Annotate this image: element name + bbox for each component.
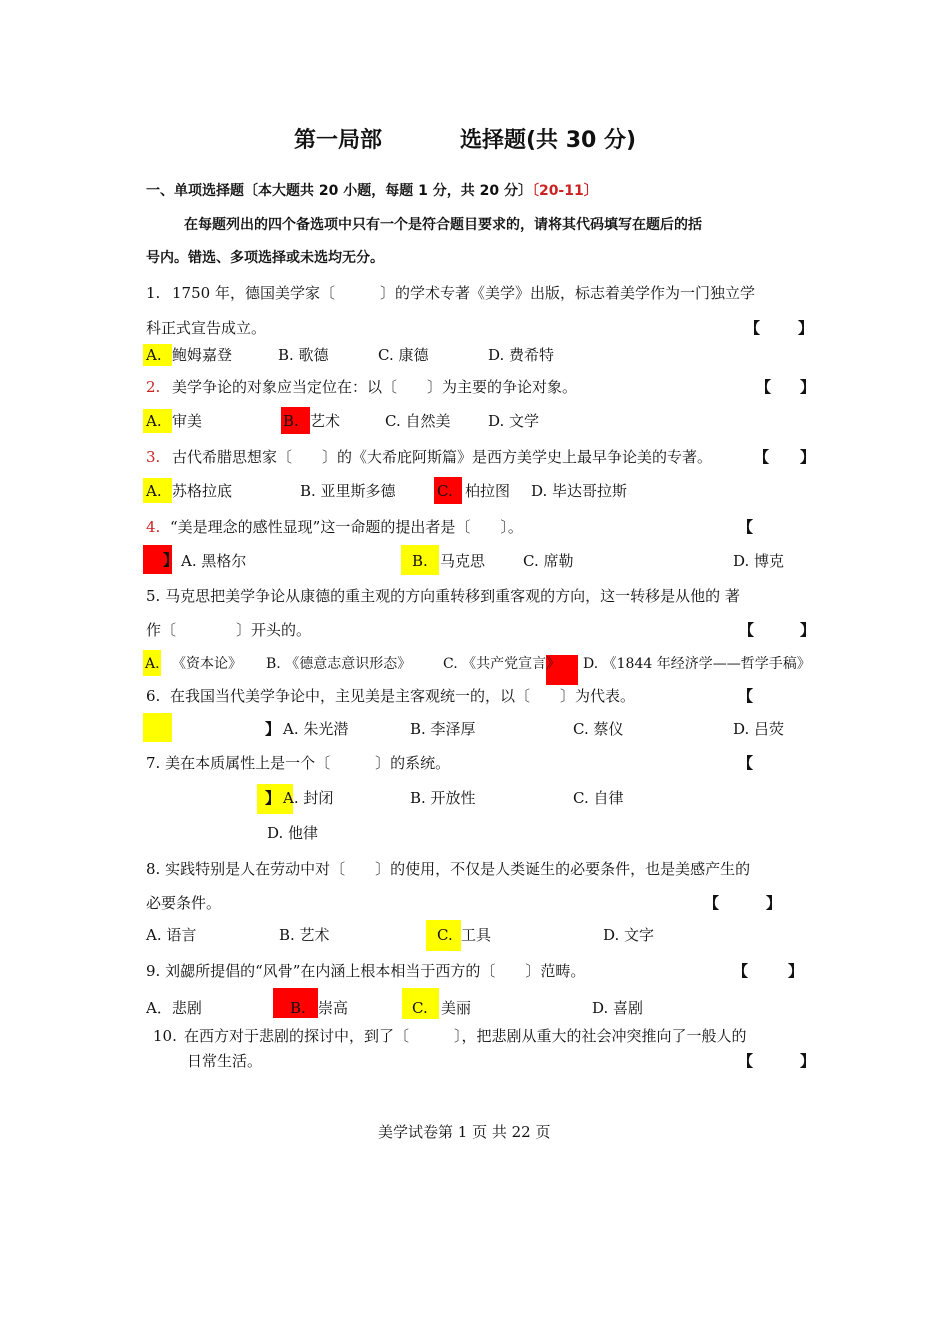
q6-bracket-close: 】 — [265, 720, 281, 738]
q5-option-c: C. 《共产党宣言》 — [443, 656, 561, 672]
q6-number: 6. — [146, 687, 161, 705]
q3-option-c: C. — [437, 482, 453, 500]
q3-option-b: B. 亚里斯多德 — [300, 482, 396, 500]
q5-option-a-text: 《资本论》 — [172, 656, 242, 672]
q6-option-b: B. 李泽厚 — [410, 720, 476, 738]
q4-option-d: D. 博克 — [733, 552, 785, 570]
q1-option-d: D. 费希特 — [488, 346, 555, 364]
q4-option-a: A. 黑格尔 — [181, 552, 247, 570]
q9-bracket-close: 】 — [788, 962, 804, 980]
q1-option-b: B. 歌德 — [278, 346, 329, 364]
q8-stem-line2: 必要条件。 — [146, 894, 222, 912]
q8-option-c: C. — [437, 926, 453, 944]
q2-option-b: B. — [283, 412, 299, 430]
q3-option-d: D. 毕达哥拉斯 — [531, 482, 628, 500]
q10-stem-line2: 日常生活。 — [187, 1052, 263, 1070]
q1-bracket-open: 【 — [745, 319, 761, 337]
q6-answer-highlight — [143, 713, 172, 742]
q7-option-c: C. 自律 — [573, 789, 624, 807]
q3-bracket-open: 【 — [754, 448, 770, 466]
q9-option-b: B. — [290, 999, 306, 1017]
q7-bracket-close: 】 — [265, 789, 281, 807]
q5-bracket-open: 【 — [739, 621, 755, 639]
q5-option-b: B. 《德意志意识形态》 — [266, 656, 412, 672]
q1-stem-line1: 1750 年，德国美学家〔 〕的学术专著《美学》出版，标志着美学作为一门独立学 — [172, 284, 755, 302]
q3-stem: 古代希腊思想家〔 〕的《大希庇阿斯篇》是西方美学史上最早争论美的专著。 — [172, 448, 713, 466]
q6-option-c: C. 蔡仪 — [573, 720, 624, 738]
q2-option-c: C. 自然美 — [385, 412, 451, 430]
q2-stem: 美学争论的对象应当定位在：以〔 〕为主要的争论对象。 — [172, 378, 578, 396]
q10-number: 10. — [153, 1027, 177, 1045]
instructions-line1: 在每题列出的四个备选项中只有一个是符合题目要求的，请将其代码填写在题后的括 — [184, 217, 702, 233]
q2-number: 2. — [146, 378, 161, 396]
q8-bracket-open: 【 — [704, 894, 720, 912]
q8-stem-line1: 8. 实践特别是人在劳动中对〔 〕的使用，不仅是人类诞生的必要条件，也是美感产生的 — [146, 860, 751, 878]
q6-option-a: A. 朱光潜 — [283, 720, 349, 738]
q9-option-c-text: 美丽 — [441, 999, 472, 1017]
q2-bracket-open: 【 — [756, 378, 772, 396]
q1-bracket-close: 】 — [798, 319, 814, 337]
q9-option-b-text: 崇高 — [318, 999, 349, 1017]
q8-option-a: A. 语言 — [146, 926, 197, 944]
q9-option-d: D. 喜剧 — [592, 999, 644, 1017]
q3-option-a: A. — [146, 482, 162, 500]
q4-bracket-close: 】 — [163, 551, 179, 569]
q6-bracket-open: 【 — [738, 687, 754, 705]
q9-option-a: A．悲剧 — [146, 999, 202, 1017]
q8-bracket-close: 】 — [766, 894, 782, 912]
q1-option-a: A. — [146, 346, 162, 364]
q9-stem: 9. 刘勰所提倡的“风骨”在内涵上根本相当于西方的〔 〕范畴。 — [146, 962, 586, 980]
q7-stem: 7. 美在本质属性上是一个〔 〕的系统。 — [146, 754, 451, 772]
q4-option-c: C. 席勒 — [523, 552, 574, 570]
section-heading — [146, 184, 598, 198]
instructions-line2: 号内。错选、多项选择或未选均无分。 — [146, 250, 384, 266]
q1-option-a-text: 鲍姆嘉登 — [172, 346, 233, 364]
page-footer: 美学试卷第 1 页 共 22 页 — [378, 1123, 551, 1141]
q1-number: 1. — [146, 284, 161, 302]
q4-stem: “美是理念的感性显现”这一命题的提出者是〔 〕。 — [170, 518, 523, 536]
q5-option-a: A. — [145, 656, 160, 672]
q8-option-d: D. 文字 — [603, 926, 655, 944]
q3-number: 3. — [146, 448, 161, 466]
q2-bracket-close: 】 — [800, 378, 816, 396]
q7-option-d: D. 他律 — [267, 824, 319, 842]
q2-option-d: D. 文学 — [488, 412, 540, 430]
q7-option-a: A. 封闭 — [283, 789, 334, 807]
q4-option-b: B. — [412, 552, 428, 570]
q6-option-d: D. 吕荧 — [733, 720, 785, 738]
page-title-part: 第一局部 — [294, 128, 383, 153]
section-heading-text: 一、单项选择题〔本大题共 20 小题，每题 1 分，共 20 分〕 — [146, 183, 532, 199]
q3-option-c-text: 柏拉图 — [465, 482, 511, 500]
q10-bracket-open: 【 — [738, 1052, 754, 1070]
q5-stem-line1: 5. 马克思把美学争论从康德的重主观的方向重转移到重客观的方向，这一转移是从他的 著 — [146, 587, 740, 605]
q10-bracket-close: 】 — [800, 1052, 816, 1070]
q4-number: 4. — [146, 518, 161, 536]
q2-option-a-text: 审美 — [172, 412, 203, 430]
q2-option-a: A. — [146, 412, 162, 430]
q5-stem-line2: 作〔 〕开头的。 — [146, 621, 312, 639]
q1-option-c: C. 康德 — [378, 346, 429, 364]
q1-stem-line2: 科正式宣告成立。 — [146, 319, 267, 337]
q3-bracket-close: 】 — [800, 448, 816, 466]
q8-option-b: B. 艺术 — [279, 926, 330, 944]
q5-bracket-close: 】 — [800, 621, 816, 639]
q6-stem: 在我国当代美学争论中，主见美是主客观统一的，以〔 〕为代表。 — [170, 687, 636, 705]
q7-bracket-open: 【 — [738, 754, 754, 772]
q10-stem-line1: 在西方对于悲剧的探讨中，到了〔 〕，把悲剧从重大的社会冲突推向了一般人的 — [184, 1027, 747, 1045]
q4-option-b-text: 马克思 — [440, 552, 486, 570]
q9-bracket-open: 【 — [733, 962, 749, 980]
q8-option-c-text: 工具 — [461, 926, 492, 944]
q2-option-b-text: 艺术 — [310, 412, 341, 430]
section-tag: 〔20-11〕 — [531, 183, 598, 199]
q5-option-d: D. 《1844 年经济学——哲学手稿》 — [583, 656, 811, 672]
q4-bracket-open: 【 — [738, 518, 754, 536]
page-title-subtitle: 选择题(共 30 分) — [460, 128, 637, 153]
q9-option-c: C. — [412, 999, 428, 1017]
q3-option-a-text: 苏格拉底 — [172, 482, 233, 500]
q7-option-b: B. 开放性 — [410, 789, 476, 807]
